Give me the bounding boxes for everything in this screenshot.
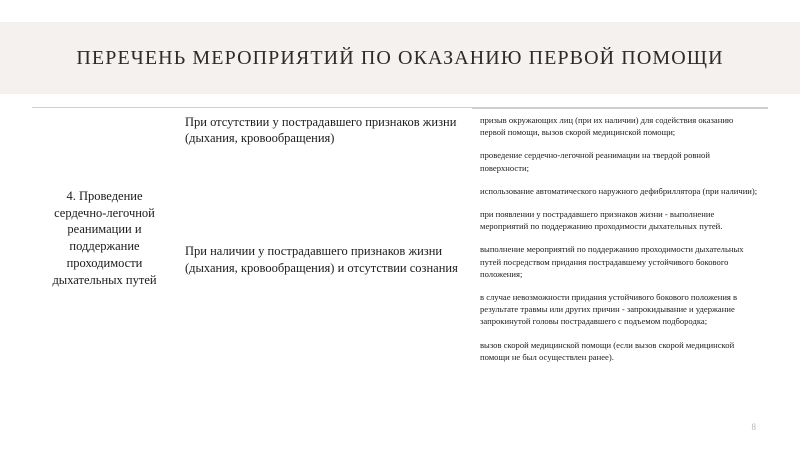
measure-cell: призыв окружающих лиц (при их наличии) для содействия оказанию первой помощи, вызов скорой медицинской помощи; <box>472 109 768 145</box>
condition-cell-2: При наличии у пострадавшего признаков жизни (дыхания, кровообращения) и отсутствии сознания <box>185 244 458 275</box>
page-title: ПЕРЕЧЕНЬ МЕРОПРИЯТИЙ ПО ОКАЗАНИЮ ПЕРВОЙ ПОМОЩИ <box>76 46 724 69</box>
measures-table <box>32 108 768 369</box>
condition-cell-1: При отсутствии у пострадавшего признаков жизни (дыхания, кровообращения) <box>185 114 457 145</box>
category-cell: 4. Проведение сердечно-легочной реанимации и поддержание проходимости дыхательных путей <box>52 188 157 288</box>
page-number: 8 <box>751 422 756 432</box>
measure-cell: вызов скорой медицинской помощи (если вызов скорой медицинской помощи не был осуществлен ранее). <box>480 339 735 362</box>
measure-cell: в случае невозможности придания устойчивого бокового положения в результате травмы или других причин - запрокидывание и удержание запрокинутой головы пострадавшего с подъемом подбородка; <box>480 292 738 327</box>
measure-cell: выполнение мероприятий по поддержанию проходимости дыхательных путей посредством придания пострадавшему устойчивого бокового положения; <box>480 244 744 279</box>
measures-table-wrapper <box>32 108 768 369</box>
measure-cell: использование автоматического наружного дефибриллятора (при наличии); <box>480 185 758 196</box>
measure-cell: при появлении у пострадавшего признаков жизни - выполнение мероприятий по поддержанию проходимости дыхательных путей. <box>480 209 723 232</box>
measure-cell: проведение сердечно-легочной реанимации на твердой ровной поверхности; <box>480 150 710 173</box>
bottom-band <box>0 442 800 450</box>
table-row <box>32 109 768 145</box>
